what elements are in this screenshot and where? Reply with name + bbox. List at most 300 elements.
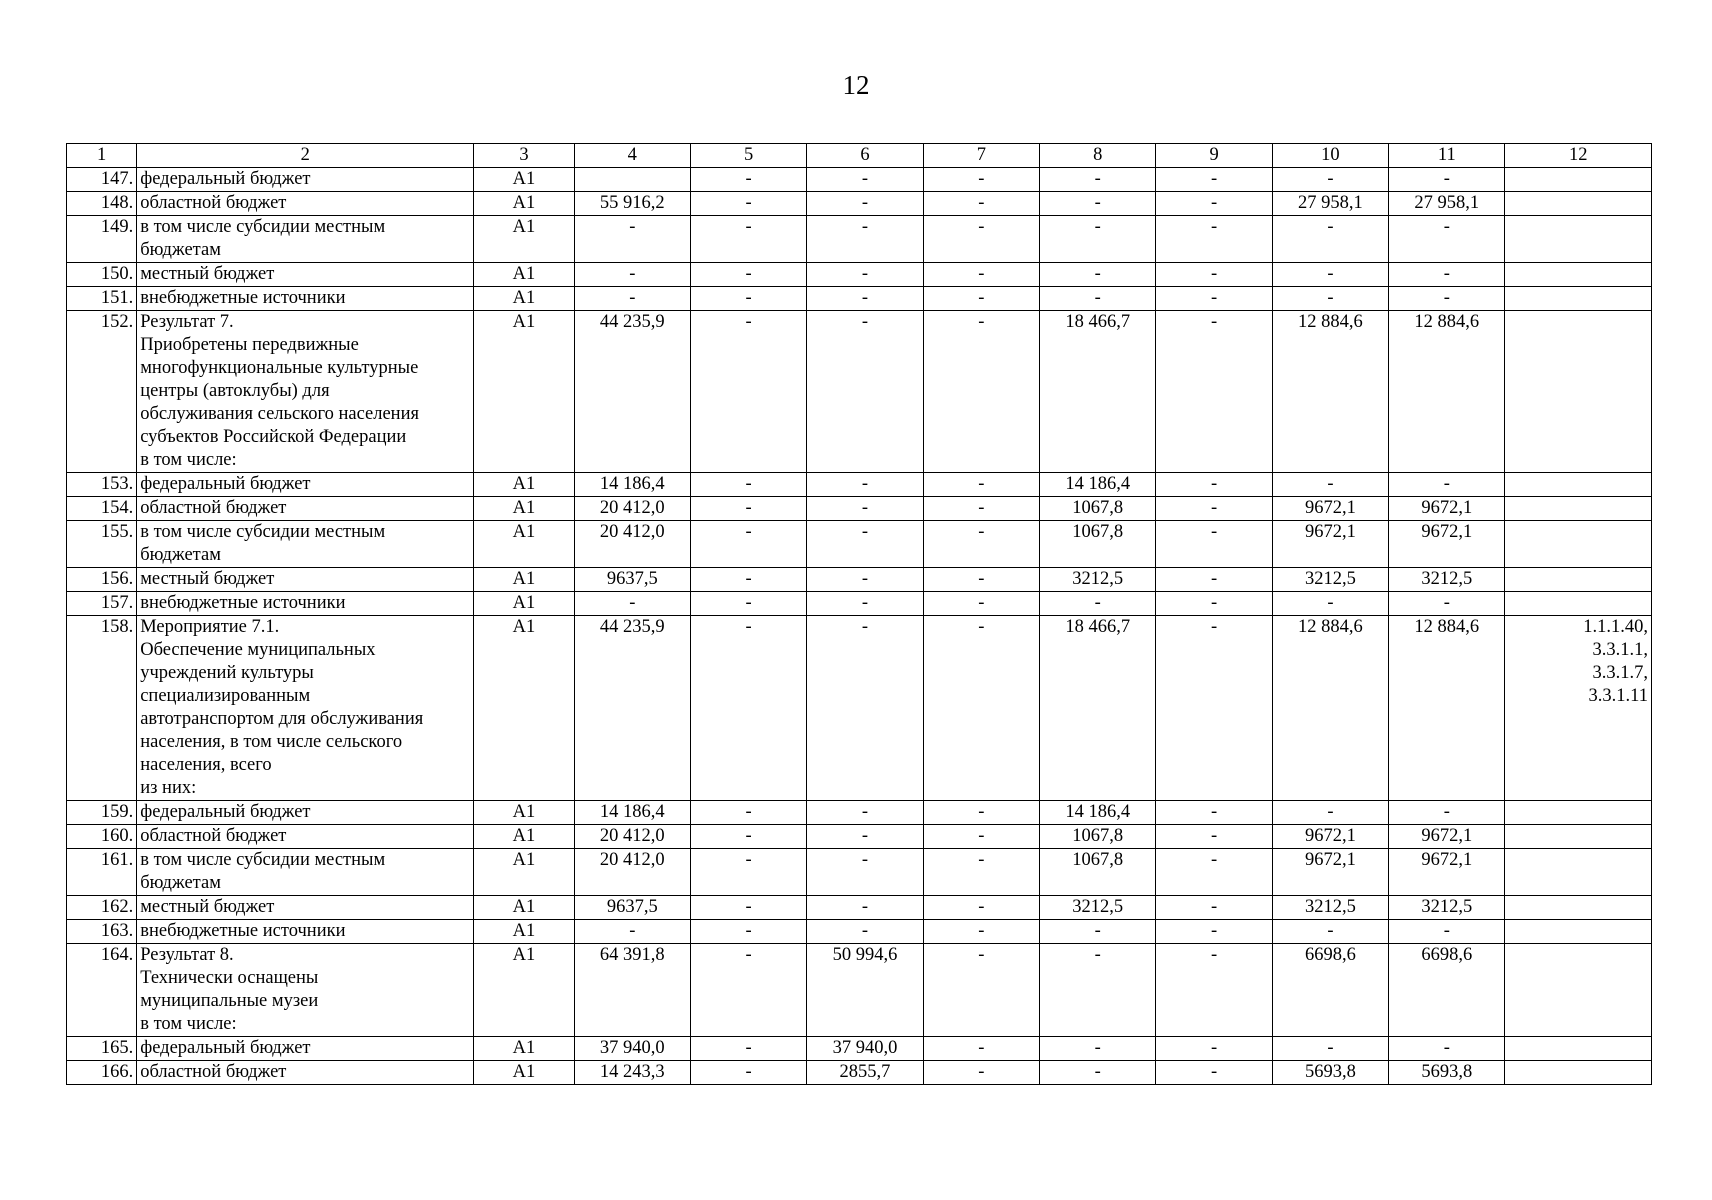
row-code: А1 xyxy=(474,801,574,825)
value-cell: - xyxy=(1272,592,1388,616)
value-cell: - xyxy=(690,592,806,616)
value-cell: - xyxy=(1389,801,1505,825)
value-cell: - xyxy=(1272,473,1388,497)
value-cell: - xyxy=(690,497,806,521)
value-cell: - xyxy=(1389,168,1505,192)
value-cell: 9672,1 xyxy=(1389,497,1505,521)
value-cell: - xyxy=(807,896,923,920)
value-cell: - xyxy=(923,849,1039,896)
row-number: 148. xyxy=(67,192,137,216)
column-header: 9 xyxy=(1156,144,1272,168)
table-row xyxy=(67,311,1652,473)
value-cell: 55 916,2 xyxy=(574,192,690,216)
value-cell: - xyxy=(1156,801,1272,825)
value-cell: - xyxy=(574,263,690,287)
row-code: А1 xyxy=(474,616,574,801)
value-cell: 9672,1 xyxy=(1272,497,1388,521)
row-name-line: муниципальные музеи xyxy=(140,991,319,1011)
value-cell: - xyxy=(807,616,923,801)
row-name-line: центры (автоклубы) для xyxy=(140,381,330,401)
value-cell: 44 235,9 xyxy=(574,616,690,801)
row-code: А1 xyxy=(474,944,574,1037)
value-cell: - xyxy=(923,944,1039,1037)
row-reference xyxy=(1505,801,1652,825)
value-cell: 20 412,0 xyxy=(574,497,690,521)
row-name-line: в том числе субсидии местным xyxy=(140,522,386,542)
row-name xyxy=(137,896,474,920)
value-cell: - xyxy=(807,473,923,497)
row-code: А1 xyxy=(474,920,574,944)
row-reference xyxy=(1505,311,1652,473)
row-number: 147. xyxy=(67,168,137,192)
value-cell: - xyxy=(1040,1037,1156,1061)
value-cell: - xyxy=(1156,616,1272,801)
row-code: А1 xyxy=(474,497,574,521)
row-name xyxy=(137,825,474,849)
row-name xyxy=(137,497,474,521)
row-number: 158. xyxy=(67,616,137,801)
value-cell: - xyxy=(1389,287,1505,311)
value-cell: - xyxy=(923,825,1039,849)
row-number: 156. xyxy=(67,568,137,592)
row-number: 164. xyxy=(67,944,137,1037)
value-cell: - xyxy=(1156,168,1272,192)
value-cell: - xyxy=(923,192,1039,216)
value-cell: - xyxy=(690,801,806,825)
row-name-line: в том числе: xyxy=(140,1014,237,1034)
row-name xyxy=(137,801,474,825)
row-name-line: автотранспортом для обслуживания xyxy=(140,709,424,729)
value-cell: - xyxy=(807,825,923,849)
value-cell: - xyxy=(1156,1037,1272,1061)
value-cell: - xyxy=(807,568,923,592)
row-number: 161. xyxy=(67,849,137,896)
value-cell: - xyxy=(1389,216,1505,263)
value-cell: - xyxy=(1156,216,1272,263)
value-cell: 3212,5 xyxy=(1272,896,1388,920)
row-reference-line: 1.1.1.40, xyxy=(1583,617,1648,637)
row-number: 151. xyxy=(67,287,137,311)
value-cell: - xyxy=(923,263,1039,287)
row-code: А1 xyxy=(474,825,574,849)
row-code: А1 xyxy=(474,473,574,497)
value-cell: 6698,6 xyxy=(1272,944,1388,1037)
value-cell: - xyxy=(1156,849,1272,896)
column-header: 8 xyxy=(1040,144,1156,168)
value-cell: - xyxy=(923,168,1039,192)
row-reference xyxy=(1505,216,1652,263)
value-cell: - xyxy=(923,920,1039,944)
value-cell: 18 466,7 xyxy=(1040,311,1156,473)
table-row xyxy=(67,920,1652,944)
value-cell: - xyxy=(1156,944,1272,1037)
row-name xyxy=(137,849,474,896)
value-cell: - xyxy=(1272,801,1388,825)
row-name-line: бюджетам xyxy=(140,873,221,893)
value-cell: - xyxy=(807,801,923,825)
value-cell: 5693,8 xyxy=(1272,1061,1388,1085)
value-cell: 20 412,0 xyxy=(574,521,690,568)
row-code: А1 xyxy=(474,521,574,568)
row-name-line: областной бюджет xyxy=(140,1062,287,1082)
value-cell: 12 884,6 xyxy=(1272,616,1388,801)
value-cell: - xyxy=(690,825,806,849)
row-name-line: учреждений культуры xyxy=(140,663,314,683)
table-row xyxy=(67,1037,1652,1061)
column-header: 11 xyxy=(1389,144,1505,168)
value-cell: - xyxy=(807,263,923,287)
page-number: 12 xyxy=(842,70,870,100)
row-code: А1 xyxy=(474,287,574,311)
row-reference xyxy=(1505,497,1652,521)
row-name-line: местный бюджет xyxy=(140,264,275,284)
value-cell: - xyxy=(1156,568,1272,592)
row-reference-line: 3.3.1.11 xyxy=(1588,686,1648,706)
value-cell: - xyxy=(690,216,806,263)
row-name-line: из них: xyxy=(140,778,197,798)
value-cell: - xyxy=(574,920,690,944)
value-cell: - xyxy=(1272,216,1388,263)
row-name-line: в том числе субсидии местным xyxy=(140,217,386,237)
row-name-line: Обеспечение муниципальных xyxy=(140,640,376,660)
table-row xyxy=(67,263,1652,287)
row-number: 162. xyxy=(67,896,137,920)
value-cell: - xyxy=(690,521,806,568)
row-name-line: Технически оснащены xyxy=(140,968,319,988)
row-name xyxy=(137,168,474,192)
value-cell: - xyxy=(1040,287,1156,311)
column-header: 3 xyxy=(474,144,574,168)
value-cell xyxy=(574,168,690,192)
row-name-line: областной бюджет xyxy=(140,498,287,518)
row-code: А1 xyxy=(474,1037,574,1061)
value-cell: - xyxy=(923,592,1039,616)
value-cell: - xyxy=(690,311,806,473)
value-cell: - xyxy=(923,521,1039,568)
table-row xyxy=(67,825,1652,849)
value-cell: - xyxy=(1156,1061,1272,1085)
table-row xyxy=(67,616,1652,801)
row-name-line: внебюджетные источники xyxy=(140,288,346,308)
row-code: А1 xyxy=(474,263,574,287)
row-name-line: федеральный бюджет xyxy=(140,802,311,822)
value-cell: 37 940,0 xyxy=(574,1037,690,1061)
table-row xyxy=(67,473,1652,497)
row-name-line: субъектов Российской Федерации xyxy=(140,427,407,447)
column-header: 1 xyxy=(67,144,137,168)
budget-table xyxy=(66,143,1652,1085)
value-cell: - xyxy=(1040,592,1156,616)
value-cell: - xyxy=(1156,825,1272,849)
value-cell: - xyxy=(1040,263,1156,287)
value-cell: - xyxy=(807,311,923,473)
value-cell: 14 186,4 xyxy=(574,473,690,497)
value-cell: 37 940,0 xyxy=(807,1037,923,1061)
row-name-line: обслуживания сельского населения xyxy=(140,404,419,424)
row-reference xyxy=(1505,568,1652,592)
value-cell: 27 958,1 xyxy=(1389,192,1505,216)
row-reference-line: 3.3.1.7, xyxy=(1592,663,1648,683)
column-header: 5 xyxy=(690,144,806,168)
row-reference xyxy=(1505,473,1652,497)
row-name xyxy=(137,287,474,311)
value-cell: - xyxy=(1389,920,1505,944)
value-cell: - xyxy=(807,920,923,944)
value-cell: 9672,1 xyxy=(1389,849,1505,896)
value-cell: - xyxy=(1156,497,1272,521)
row-reference xyxy=(1505,287,1652,311)
value-cell: 27 958,1 xyxy=(1272,192,1388,216)
row-name-line: населения, в том числе сельского xyxy=(140,732,403,752)
row-reference xyxy=(1505,1037,1652,1061)
row-reference xyxy=(1505,1061,1652,1085)
value-cell: 44 235,9 xyxy=(574,311,690,473)
value-cell: 2855,7 xyxy=(807,1061,923,1085)
value-cell: - xyxy=(1156,311,1272,473)
value-cell: - xyxy=(574,287,690,311)
value-cell: - xyxy=(690,568,806,592)
row-reference xyxy=(1505,944,1652,1037)
value-cell: - xyxy=(690,920,806,944)
value-cell: 3212,5 xyxy=(1040,568,1156,592)
row-name-line: местный бюджет xyxy=(140,897,275,917)
table-row xyxy=(67,1061,1652,1085)
row-name xyxy=(137,192,474,216)
column-header: 2 xyxy=(137,144,474,168)
value-cell: - xyxy=(1389,473,1505,497)
row-name xyxy=(137,1037,474,1061)
column-header: 10 xyxy=(1272,144,1388,168)
column-header: 7 xyxy=(923,144,1039,168)
row-name-line: внебюджетные источники xyxy=(140,593,346,613)
value-cell: 14 186,4 xyxy=(1040,473,1156,497)
row-number: 152. xyxy=(67,311,137,473)
value-cell: 12 884,6 xyxy=(1389,311,1505,473)
row-code: А1 xyxy=(474,592,574,616)
value-cell: - xyxy=(1156,192,1272,216)
value-cell: 9672,1 xyxy=(1389,521,1505,568)
table-row xyxy=(67,216,1652,263)
row-name xyxy=(137,568,474,592)
value-cell: 9637,5 xyxy=(574,896,690,920)
value-cell: 9637,5 xyxy=(574,568,690,592)
value-cell: 1067,8 xyxy=(1040,521,1156,568)
row-code: А1 xyxy=(474,168,574,192)
table-row xyxy=(67,192,1652,216)
row-number: 150. xyxy=(67,263,137,287)
row-name xyxy=(137,311,474,473)
value-cell: - xyxy=(1389,1037,1505,1061)
value-cell: - xyxy=(1156,920,1272,944)
row-reference xyxy=(1505,592,1652,616)
row-number: 154. xyxy=(67,497,137,521)
row-name-line: Мероприятие 7.1. xyxy=(140,617,280,637)
row-name xyxy=(137,944,474,1037)
value-cell: - xyxy=(690,1037,806,1061)
value-cell: - xyxy=(1156,287,1272,311)
value-cell: - xyxy=(1389,263,1505,287)
table-row xyxy=(67,801,1652,825)
row-number: 166. xyxy=(67,1061,137,1085)
row-name xyxy=(137,216,474,263)
row-number: 165. xyxy=(67,1037,137,1061)
value-cell: 14 243,3 xyxy=(574,1061,690,1085)
row-code: А1 xyxy=(474,1061,574,1085)
value-cell: - xyxy=(574,592,690,616)
row-name-line: федеральный бюджет xyxy=(140,169,311,189)
row-reference xyxy=(1505,896,1652,920)
value-cell: 20 412,0 xyxy=(574,849,690,896)
value-cell: - xyxy=(690,1061,806,1085)
row-name xyxy=(137,920,474,944)
value-cell: 1067,8 xyxy=(1040,497,1156,521)
value-cell: - xyxy=(690,263,806,287)
value-cell: 5693,8 xyxy=(1389,1061,1505,1085)
row-name-line: в том числе субсидии местным xyxy=(140,850,386,870)
value-cell: - xyxy=(1040,944,1156,1037)
value-cell: - xyxy=(1272,168,1388,192)
row-name-line: внебюджетные источники xyxy=(140,921,346,941)
value-cell: 3212,5 xyxy=(1272,568,1388,592)
value-cell: - xyxy=(923,473,1039,497)
table-row xyxy=(67,592,1652,616)
value-cell: 14 186,4 xyxy=(574,801,690,825)
row-name-line: в том числе: xyxy=(140,450,237,470)
value-cell: - xyxy=(1272,920,1388,944)
value-cell: 6698,6 xyxy=(1389,944,1505,1037)
value-cell: 9672,1 xyxy=(1389,825,1505,849)
row-name-line: Результат 7. xyxy=(140,312,234,332)
value-cell: 9672,1 xyxy=(1272,849,1388,896)
value-cell: - xyxy=(923,616,1039,801)
value-cell: - xyxy=(1156,263,1272,287)
row-name-line: федеральный бюджет xyxy=(140,1038,311,1058)
row-reference xyxy=(1505,521,1652,568)
value-cell: - xyxy=(923,311,1039,473)
row-code: А1 xyxy=(474,568,574,592)
value-cell: 9672,1 xyxy=(1272,825,1388,849)
value-cell: 18 466,7 xyxy=(1040,616,1156,801)
value-cell: - xyxy=(690,849,806,896)
row-code: А1 xyxy=(474,896,574,920)
value-cell: - xyxy=(923,801,1039,825)
value-cell: - xyxy=(690,287,806,311)
table-row xyxy=(67,287,1652,311)
value-cell: 3212,5 xyxy=(1389,568,1505,592)
row-name xyxy=(137,616,474,801)
row-reference xyxy=(1505,616,1652,801)
value-cell: - xyxy=(923,287,1039,311)
value-cell: - xyxy=(807,168,923,192)
row-number: 157. xyxy=(67,592,137,616)
row-name-line: специализированным xyxy=(140,686,311,706)
row-reference xyxy=(1505,192,1652,216)
value-cell: - xyxy=(1156,592,1272,616)
value-cell: - xyxy=(923,216,1039,263)
row-code: А1 xyxy=(474,849,574,896)
value-cell: - xyxy=(690,473,806,497)
value-cell: 20 412,0 xyxy=(574,825,690,849)
table-row xyxy=(67,849,1652,896)
row-reference xyxy=(1505,168,1652,192)
value-cell: - xyxy=(1156,521,1272,568)
value-cell: - xyxy=(690,192,806,216)
value-cell: - xyxy=(807,192,923,216)
value-cell: 1067,8 xyxy=(1040,825,1156,849)
value-cell: 64 391,8 xyxy=(574,944,690,1037)
value-cell: 50 994,6 xyxy=(807,944,923,1037)
row-name-line: бюджетам xyxy=(140,240,221,260)
value-cell: - xyxy=(807,216,923,263)
row-number: 153. xyxy=(67,473,137,497)
value-cell: - xyxy=(690,616,806,801)
row-name-line: Приобретены передвижные xyxy=(140,335,359,355)
column-header: 12 xyxy=(1505,144,1652,168)
row-name xyxy=(137,1061,474,1085)
row-name-line: населения, всего xyxy=(140,755,272,775)
row-number: 163. xyxy=(67,920,137,944)
column-header: 6 xyxy=(807,144,923,168)
value-cell: - xyxy=(1040,1061,1156,1085)
row-number: 159. xyxy=(67,801,137,825)
value-cell: - xyxy=(1156,896,1272,920)
value-cell: - xyxy=(1040,920,1156,944)
column-number-row xyxy=(67,144,1652,168)
table-body xyxy=(67,168,1652,1085)
table-row xyxy=(67,168,1652,192)
value-cell: 14 186,4 xyxy=(1040,801,1156,825)
row-reference-line: 3.3.1.1, xyxy=(1592,640,1648,660)
row-name-line: бюджетам xyxy=(140,545,221,565)
row-name-line: областной бюджет xyxy=(140,826,287,846)
row-number: 160. xyxy=(67,825,137,849)
row-name xyxy=(137,521,474,568)
row-name-line: многофункциональные культурные xyxy=(140,358,419,378)
value-cell: - xyxy=(1272,287,1388,311)
table-row xyxy=(67,497,1652,521)
value-cell: - xyxy=(807,592,923,616)
row-name-line: Результат 8. xyxy=(140,945,234,965)
table-row xyxy=(67,568,1652,592)
row-number: 149. xyxy=(67,216,137,263)
value-cell: - xyxy=(923,497,1039,521)
value-cell: 3212,5 xyxy=(1040,896,1156,920)
value-cell: - xyxy=(574,216,690,263)
value-cell: - xyxy=(807,497,923,521)
value-cell: - xyxy=(1040,192,1156,216)
table-row xyxy=(67,521,1652,568)
row-name-line: областной бюджет xyxy=(140,193,287,213)
row-number: 155. xyxy=(67,521,137,568)
value-cell: 12 884,6 xyxy=(1272,311,1388,473)
value-cell: - xyxy=(923,1037,1039,1061)
row-name xyxy=(137,473,474,497)
value-cell: - xyxy=(923,896,1039,920)
row-code: А1 xyxy=(474,192,574,216)
value-cell: - xyxy=(1040,168,1156,192)
row-code: А1 xyxy=(474,216,574,263)
row-reference xyxy=(1505,849,1652,896)
row-name xyxy=(137,592,474,616)
value-cell: - xyxy=(690,168,806,192)
value-cell: - xyxy=(807,287,923,311)
value-cell: 3212,5 xyxy=(1389,896,1505,920)
row-reference xyxy=(1505,920,1652,944)
row-code: А1 xyxy=(474,311,574,473)
value-cell: - xyxy=(923,1061,1039,1085)
value-cell: 1067,8 xyxy=(1040,849,1156,896)
value-cell: - xyxy=(1040,216,1156,263)
